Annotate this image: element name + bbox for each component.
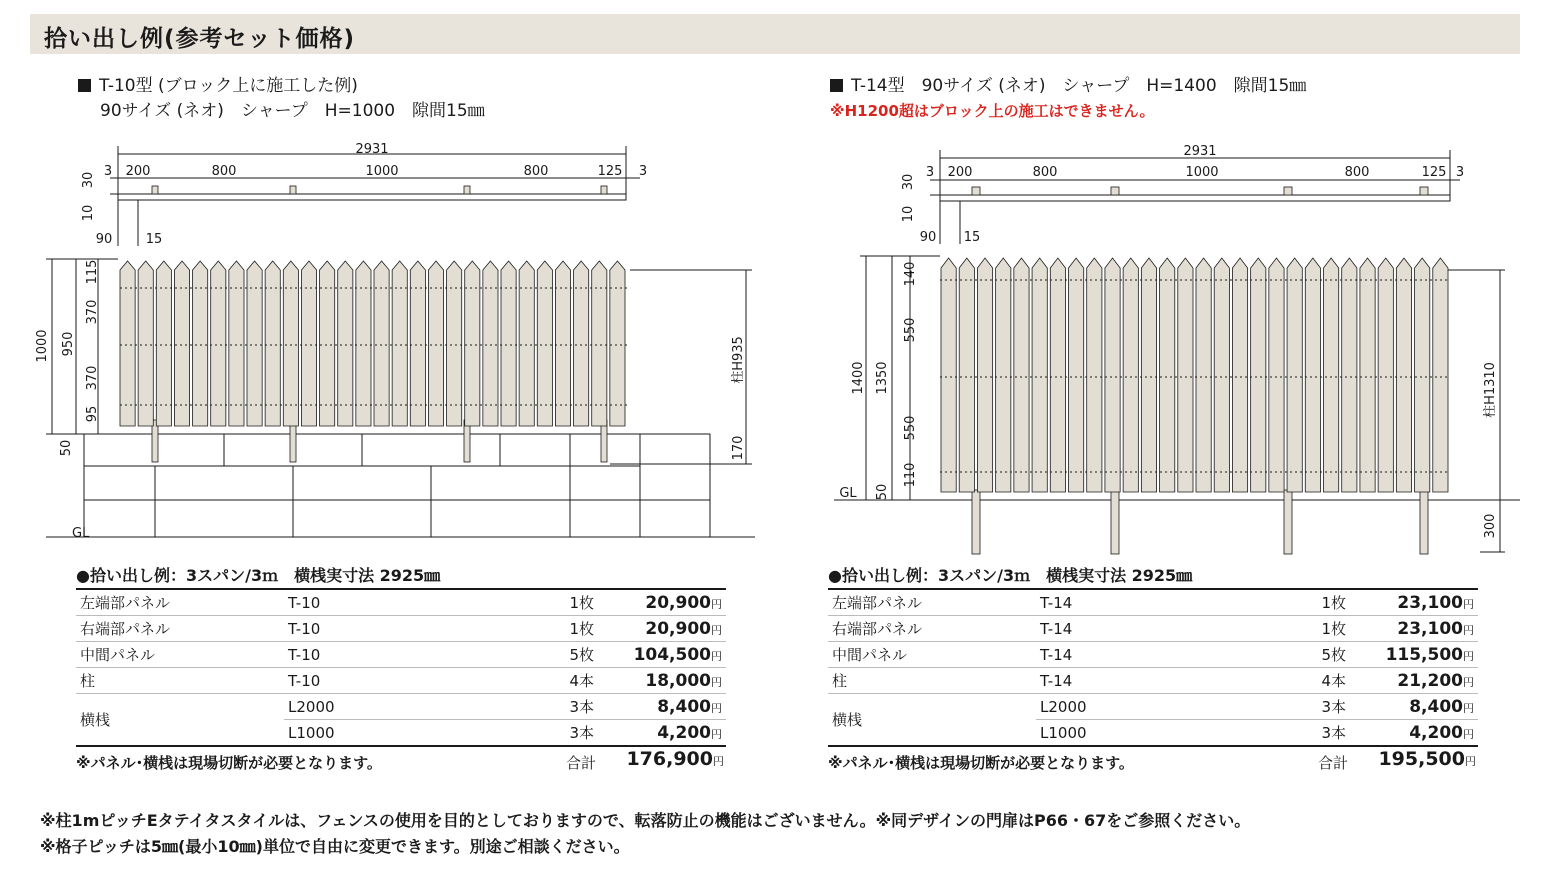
fence-slat bbox=[120, 261, 135, 426]
dim-110: 110 bbox=[903, 462, 918, 488]
dim-1000: 1000 bbox=[365, 164, 399, 179]
footnote-1: ※柱1mピッチEタテイタスタイルは、フェンスの使用を目的としておりますので、転落防止の機能はございません。※同デザインの門扉はP66・67をご参照ください。 bbox=[40, 811, 1251, 830]
dim-50: 50 bbox=[875, 483, 890, 501]
section-title: 拾い出し例(参考セット価格) bbox=[44, 26, 356, 52]
table-note: ※パネル･横桟は現場切断が必要となります。 bbox=[76, 754, 382, 772]
table-row: L1000 3本 4,200円 bbox=[828, 720, 1478, 747]
fence-slat bbox=[1087, 258, 1102, 492]
table-caption: ●拾い出し例：3スパン/3ｍ 横桟実寸法 2925㎜ bbox=[828, 566, 1193, 585]
fence-post bbox=[972, 490, 980, 554]
dim-50: 50 bbox=[59, 439, 74, 457]
table-note: ※パネル･横桟は現場切断が必要となります。 bbox=[828, 754, 1134, 772]
table-row: L1000 3本 4,200円 bbox=[76, 720, 726, 747]
plan-post bbox=[290, 186, 296, 194]
fence-slat bbox=[229, 261, 244, 426]
total-value: 176,900円 bbox=[626, 748, 724, 770]
fence-post bbox=[1284, 490, 1292, 554]
table-row: 柱 T-14 4本 21,200円 bbox=[828, 668, 1478, 694]
fence-slat bbox=[1196, 258, 1211, 492]
table-row: 中間パネル T-14 5枚 115,500円 bbox=[828, 642, 1478, 668]
dim-550a: 550 bbox=[903, 317, 918, 343]
fence-slat bbox=[1324, 258, 1339, 492]
dim-370a: 370 bbox=[85, 299, 100, 325]
fence-slat bbox=[1105, 258, 1120, 492]
fence-slat bbox=[574, 261, 589, 426]
fence-slat bbox=[1396, 258, 1411, 492]
total-label: 合計 bbox=[1317, 754, 1348, 772]
plan-post bbox=[1111, 187, 1119, 195]
fence-slat bbox=[1415, 258, 1430, 492]
dim-800b: 800 bbox=[523, 164, 549, 179]
post-height: 柱H1310 bbox=[1483, 362, 1498, 418]
right-fence-diagram bbox=[800, 0, 1540, 560]
dim-1350: 1350 bbox=[875, 361, 890, 395]
fence-slat bbox=[1378, 258, 1393, 492]
right-warning: ※H1200超はブロック上の施工はできません。 bbox=[830, 102, 1155, 120]
fence-slat bbox=[1032, 258, 1047, 492]
fence-slat bbox=[1141, 258, 1156, 492]
post-height: 柱H935 bbox=[731, 336, 746, 384]
table-row: 右端部パネル T-14 1枚 23,100円 bbox=[828, 616, 1478, 642]
dim-200: 200 bbox=[947, 165, 973, 180]
fence-slat bbox=[1014, 258, 1029, 492]
dim-800a: 800 bbox=[211, 164, 237, 179]
dim-115: 115 bbox=[85, 259, 100, 285]
footnotes bbox=[40, 808, 1250, 860]
gl-label: GL bbox=[839, 486, 857, 501]
fence-slat bbox=[1160, 258, 1175, 492]
dim-300: 300 bbox=[1483, 513, 1498, 539]
fence-slat bbox=[501, 261, 516, 426]
fence-slat bbox=[138, 261, 153, 426]
fence-slat bbox=[447, 261, 462, 426]
table-row: 左端部パネル T-10 1枚 20,900円 bbox=[76, 589, 726, 616]
fence-slat bbox=[1069, 258, 1084, 492]
fence-slat bbox=[265, 261, 280, 426]
dim-200: 200 bbox=[125, 164, 151, 179]
dim-total: 2931 bbox=[1183, 144, 1217, 159]
fence-slat bbox=[977, 258, 992, 492]
table-row: 左端部パネル T-14 1枚 23,100円 bbox=[828, 589, 1478, 616]
plan-post bbox=[1284, 187, 1292, 195]
dim-140: 140 bbox=[903, 261, 918, 287]
left-spec-line2: 90サイズ (ネオ) シャープ H=1000 隙間15㎜ bbox=[100, 101, 485, 121]
fence-slat bbox=[555, 261, 570, 426]
table-row: 横桟 L2000 3本 8,400円 bbox=[76, 694, 726, 720]
fence-slat bbox=[356, 261, 371, 426]
dim-950: 950 bbox=[61, 331, 76, 357]
fence-slat bbox=[211, 261, 226, 426]
fence-slat bbox=[410, 261, 425, 426]
plan-post bbox=[464, 186, 470, 194]
total-label: 合計 bbox=[565, 754, 596, 772]
fence-slat bbox=[941, 258, 956, 492]
table-row: 右端部パネル T-10 1枚 20,900円 bbox=[76, 616, 726, 642]
fence-post bbox=[1111, 490, 1119, 554]
dim-125: 125 bbox=[597, 164, 623, 179]
fence-slat bbox=[301, 261, 316, 426]
left-fence-diagram bbox=[0, 0, 775, 560]
fence-slat bbox=[1214, 258, 1229, 492]
dim-3b: 3 bbox=[1455, 165, 1465, 180]
dim-30: 30 bbox=[901, 173, 916, 191]
fence-slat bbox=[428, 261, 443, 426]
dim-3a: 3 bbox=[925, 165, 935, 180]
dim-15: 15 bbox=[963, 230, 981, 245]
dim-125: 125 bbox=[1421, 165, 1447, 180]
dim-370b: 370 bbox=[85, 365, 100, 391]
table-caption: ●拾い出し例：3スパン/3ｍ 横桟実寸法 2925㎜ bbox=[76, 566, 441, 585]
right-spec-line1: T-14型 90サイズ (ネオ) シャープ H=1400 隙間15㎜ bbox=[851, 76, 1307, 96]
fence-slat bbox=[537, 261, 552, 426]
dim-550b: 550 bbox=[903, 415, 918, 441]
gl-label: GL bbox=[72, 526, 90, 541]
fence-slat bbox=[1287, 258, 1302, 492]
fence-slat bbox=[1360, 258, 1375, 492]
right-total-row bbox=[828, 748, 1478, 774]
fence-slat bbox=[610, 261, 625, 426]
dim-1000h: 1000 bbox=[35, 329, 50, 363]
left-price-table bbox=[76, 564, 726, 747]
footnote-2: ※格子ピッチは5㎜(最小10㎜)単位で自由に変更できます。別途ご相談ください。 bbox=[40, 837, 630, 856]
fence-slat bbox=[1305, 258, 1320, 492]
fence-slat bbox=[1342, 258, 1357, 492]
dim-10: 10 bbox=[901, 205, 916, 223]
dim-800b: 800 bbox=[1344, 165, 1370, 180]
plan-post bbox=[972, 187, 980, 195]
plan-post bbox=[1420, 187, 1428, 195]
fence-slat bbox=[174, 261, 189, 426]
dim-170: 170 bbox=[731, 435, 746, 461]
dim-1400: 1400 bbox=[851, 361, 866, 395]
plan-post bbox=[152, 186, 158, 194]
dim-3b: 3 bbox=[638, 164, 648, 179]
fence-slat bbox=[338, 261, 353, 426]
table-row: 柱 T-10 4本 18,000円 bbox=[76, 668, 726, 694]
left-spec-line1: T-10型 (ブロック上に施工した例) bbox=[99, 76, 358, 96]
table-row: 中間パネル T-10 5枚 104,500円 bbox=[76, 642, 726, 668]
dim-15: 15 bbox=[145, 232, 163, 247]
fence-slat bbox=[959, 258, 974, 492]
fence-slat bbox=[247, 261, 262, 426]
fence-slat bbox=[283, 261, 298, 426]
fence-slat bbox=[1050, 258, 1065, 492]
dim-90: 90 bbox=[95, 232, 113, 247]
fence-slat bbox=[193, 261, 208, 426]
dim-800a: 800 bbox=[1032, 165, 1058, 180]
fence-slat bbox=[374, 261, 389, 426]
fence-slat bbox=[996, 258, 1011, 492]
dim-total: 2931 bbox=[355, 142, 389, 157]
right-price-table bbox=[828, 564, 1478, 747]
fence-slat bbox=[1269, 258, 1284, 492]
fence-slat bbox=[392, 261, 407, 426]
fence-post bbox=[1420, 490, 1428, 554]
dim-90: 90 bbox=[919, 230, 937, 245]
fence-slat bbox=[1433, 258, 1448, 492]
plan-post bbox=[601, 186, 607, 194]
dim-10: 10 bbox=[81, 204, 96, 222]
fence-slat bbox=[1232, 258, 1247, 492]
dim-95: 95 bbox=[85, 405, 100, 423]
fence-slat bbox=[483, 261, 498, 426]
fence-slat bbox=[320, 261, 335, 426]
table-row: 横桟 L2000 3本 8,400円 bbox=[828, 694, 1478, 720]
fence-slat bbox=[156, 261, 171, 426]
fence-slat bbox=[1178, 258, 1193, 492]
fence-slat bbox=[1251, 258, 1266, 492]
fence-slat bbox=[592, 261, 607, 426]
dim-3a: 3 bbox=[103, 164, 113, 179]
dim-1000: 1000 bbox=[1185, 165, 1219, 180]
left-total-row bbox=[76, 748, 726, 774]
total-value: 195,500円 bbox=[1378, 748, 1476, 770]
fence-slat bbox=[465, 261, 480, 426]
fence-slat bbox=[1123, 258, 1138, 492]
fence-slat bbox=[519, 261, 534, 426]
dim-30: 30 bbox=[81, 171, 96, 189]
